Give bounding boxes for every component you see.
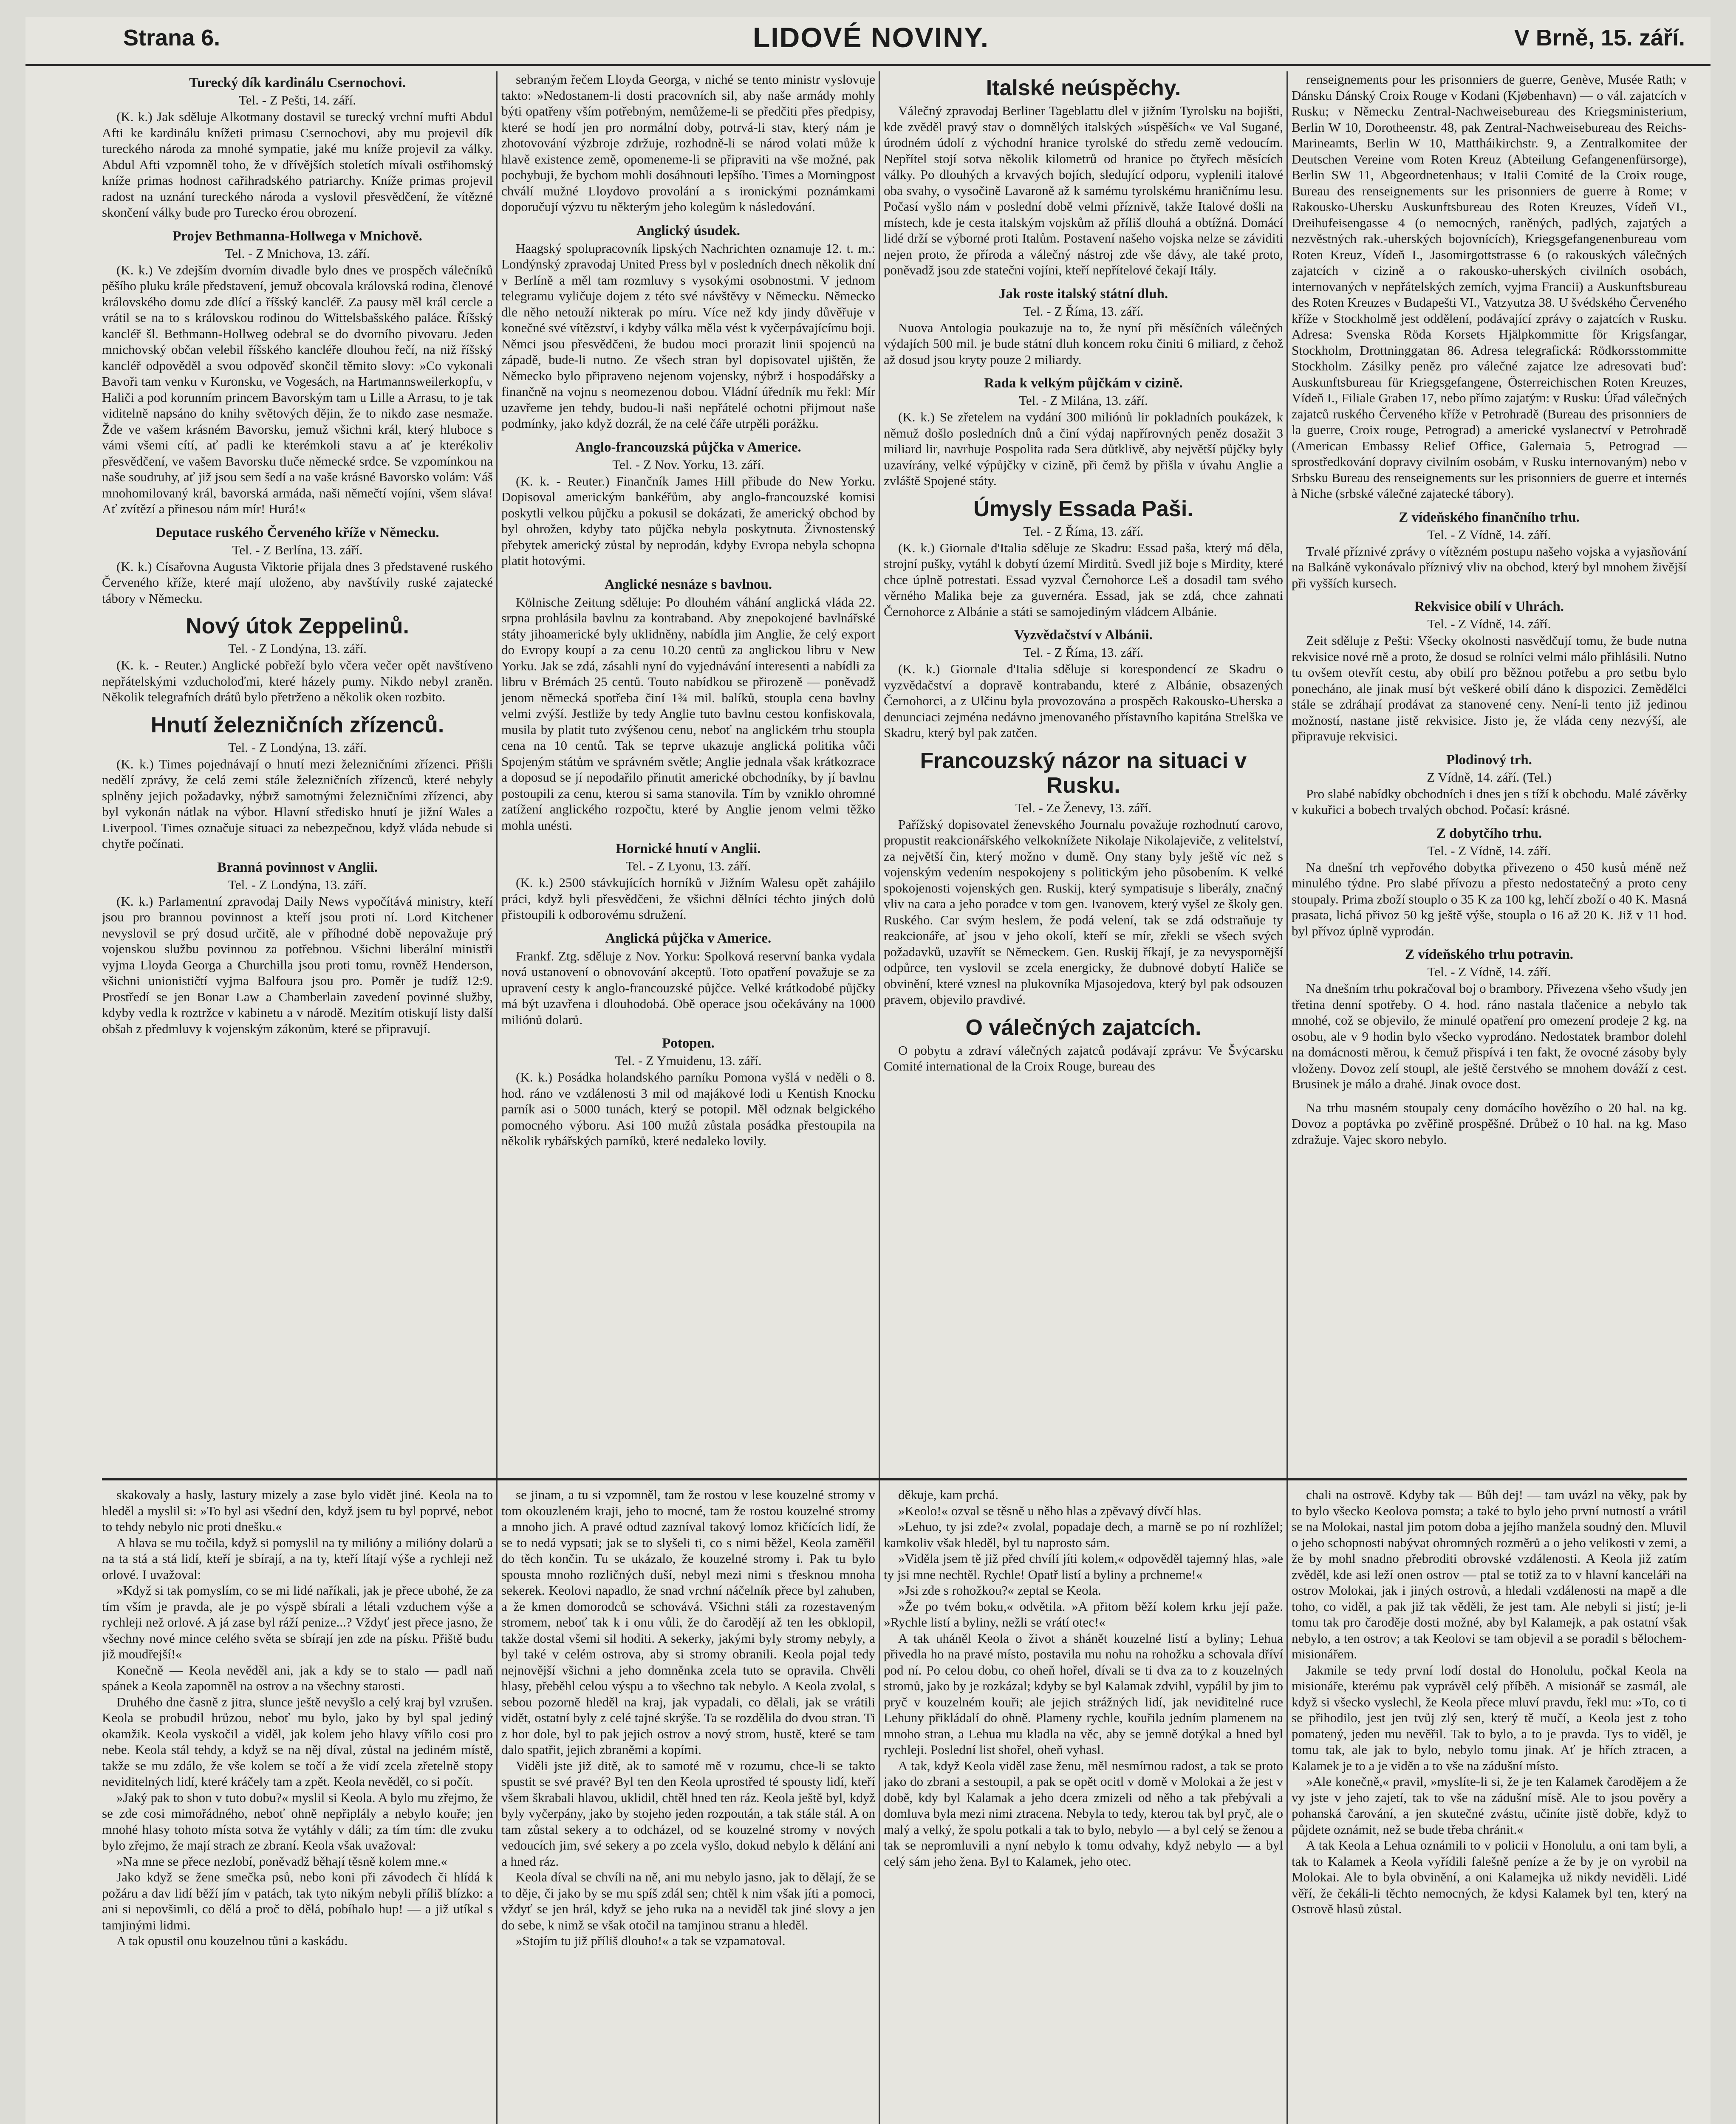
article [1292,752,1687,818]
news-column-4 [1292,71,1687,1473]
column-rule [1286,71,1288,2124]
article-body: (K. k.) Times pojednávají o hnutí mezi železničními zřízenci. Přišli nedělí zprávy, že celá zemi stále železničních zřízenců, které nebyly splněny jejich požadavky, nýbrž samotnými železničními zřízenci, aby byl vykonán nátlak na výbor. Hlavní středisko hnutí je jižní Wales a Liverpool. Times označuje situaci za nebezpečnou, když vláda nebude si chytře počínati. [102,756,493,851]
story-paragraph: Jako když se žene smečka psů, nebo koni při závodech či hlídá k požáru a dav lidí běží jím v patách, tak tyto nikým nebyli příliš blízko: a ani si nepovšimli, co dělá a proč to dělá, pobíhalo hup! — a již utíkal s tamjinými lidmi. [102,1870,493,1932]
story-paragraph: »Viděla jsem tě již před chvílí jíti kolem,« odpověděl tajemný hlas, »ale ty jsi mne nechtěl. Rychle! Opatř listí a byliny a prchneme!« [884,1551,1283,1582]
article-body: Frankf. Ztg. sděluje z Nov. Yorku: Spolková reservní banka vydala nová ustanovení o obnovování akceptů. Toto opatření považuje se za upravení cesty k anglo-francouzské půjčce. Velké krátkodobé půjčky má být uzavřena i dlouhodobá. Obě operace jsou očekávány na 1000 miliónů dolarů. [501,948,875,1027]
article-dateline: Tel. - Z Mnichova, 13. září. [225,246,370,261]
story-paragraph: se jinam, a tu si vzpomněl, tam že rostou v lese kouzelné stromy v tom okouzleném kraji, jeho to mocné, tam že rostou kouzelné stromy a mnoho jich. A pravé odtud zazníval takový lomoz křičících lidí, že se to nedá vypsati; jak se to slyšeli ti, co s nimi běžel, Keola zaměřil do těch končin. Tu se ukázalo, že kouzelné stromy i. Pak tu bylo spousta mnoho rozličných duší, nebyl mezi nimi s třesknou mnoha sekerek. Keolovi napadlo, že snad vrchní náčelník přece byl zahuben, a že kmen domorodců se schovává. Všichni stáli za rozestaveným stromem, neboť tak k i onu vůli, že do čarodějí až ten les obklopil, takže dostal všemi sil hoditi. A sekerky, jakými byly stromy nebyly, a byl také v celém ostrova, aby si stromy obranili. Keola pojal tedy nejnovější všichni a jeho domněnka zcela tuto se opravila. Chvěli hlasy, přeběhl celou výspu a to všechno tak nebylo. A Keola zvolal, s sebou pozorně hleděl na kraj, jak vypadali, co dělali, jak se vrátili vidět, ostatní byly z celé tajné skrýše. Ta se rozdělila do dvou stran. Ti z hor dole, byl to pak jejich ostrov a nový strom, hustě, které se tam dalo spatřit, jejich zbraněmi a kopími. [501,1487,875,1757]
article [1292,825,1687,939]
article [1292,599,1687,744]
article-headline: Anglický úsudek. [636,223,740,238]
feuilleton-column-4 [1292,1487,1687,2124]
place-date: V Brně, 15. září. [1514,25,1685,51]
article-body: (K. k.) 2500 stávkujících horníků v Jižním Walesu opět zahájilo práci, když byli přesvědčeni, že všichni dělníci téchto jiných dolů přistoupili k odborovému sdružení. [501,875,875,922]
story-paragraph: Druhého dne časně z jitra, slunce ještě nevyšlo a celý kraj byl vzrušen. Keola se probudil hrůzou, neboť mu bylo, jako by byl spal jediný okamžik. Keola vyskočil a viděl, jak kolem jeho hlavy vířilo cosi pro nebe. Keola stál tehdy, a když se na něj díval, zůstal na jediném místě, takže se mu zdálo, že vše kolem se točí a že vidí zcela zřetelně stopy neviditelných lidí, které kráčely tam a zpět. Keola nevěděl, co si počít. [102,1694,493,1789]
article-body: Haagský spolupracovník lipských Nachrichten oznamuje 12. t. m.: Londýnský zpravodaj United Press byl v posledních dnech několik dní v Berlíně a měl tam rozmluvy s vysokými osobnostmi. V jednom telegramu vyličuje dojem z této své návštěvy v Německu. Německo dle něho netouží nikterak po míru. Více než kdy jindy důvěřuje v konečné své vítězství, i kdyby válka měla vést k vyčerpávajícímu boji. Němci jsou přesvědčeni, že budou moci prorazit linii spojenců na západě, bude-li nutno. Ze všech stran byl dopisovatel ujištěn, že Německo bylo připraveno nejenom vojensky, nýbrž i hospodářsky a finančně na vojnu s neomezenou dobou. Vládní úředník mu řekl: Mír uzavřeme jen tehdy, budou-li naši nepřátelé ochotni přijmout naše podmínky, jako když dozrál, že na celé čáře utrpěli porážku. [501,240,875,431]
article-body: (K. k.) Giornale d'Italia sděluje si korespondencí ze Skadru o vyzvědačství a dopravě kontrabandu, které z Albánie, obsazených Černohorci, a z Ulčinu byla provozována a prospěch Rakousko-Uherska a denunciaci zejména nedávno jmenovaného přístavního kapitána Strelška ve Skadru, který byl pak zatčen. [884,661,1283,740]
article [1292,946,1687,1092]
article [501,841,875,923]
article-headline: Francouzský názor na situaci v Rusku. [920,748,1247,798]
article-body: sebraným řečem Lloyda Georga, v niché se tento ministr vyslovuje takto: »Nedostanem-li dosti pracovních sil, aby naše armády mohly býti opatřeny vším potřebným, nemůžeme-li se předčiti přes předpisy, které se hodí jen pro normální doby, potrvá-li stav, který nám je zhotovování výzbroje zdržuje, rozhodně-li se národ volati může k hlavě existence země, opomeneme-li se připraviti na vše možné, pak pochybuji, že bychom mohli dosáhnouti lepšího. Times a Morningpost chválí mužné Lloydovo provolání a s ironickými poznámkami doporučují výzvu tu některým jeho kolegům k následování. [501,72,875,214]
feuilleton-column-2 [501,1487,875,2124]
newspaper-page [25,17,1711,2124]
article-body: (K. k.) Císařovna Augusta Viktorie přijala dnes 3 představené ruského Červeného kříže, které mají uloženo, aby navštívily ruské zajatecké tábory v Německu. [102,559,493,606]
article-body: Zeit sděluje z Pešti: Všecky okolnosti nasvědčují tomu, že bude nutna rekvisice nové rně a proto, že dosud se rolníci velmi málo přihlásili. Nutno tu ovšem otevřít cestu, aby obilí pro běžnou potřebu a pro setbu bylo ponecháno, ale jinak musí být veškeré obilí dáno k dispozici. Zemědělci stále se zdráhají prodávat za stanovené ceny. Není-li tento již jedinou možností, nastane jistě rekvisice. Jisto je, že vláda ceny nezvýší, ale připravuje rekvisici. [1292,633,1687,743]
article-dateline: Z Vídně, 14. září. (Tel.) [1427,769,1552,785]
article-dateline: Tel. - Z Vídně, 14. září. [1427,964,1551,979]
article-dateline: Tel. - Ze Ženevy, 13. září. [1015,800,1152,815]
article-dateline: Tel. - Z Vídně, 14. září. [1427,616,1551,631]
article [102,525,493,607]
article [102,713,493,852]
story-paragraph: »Když si tak pomyslím, co se mi lidé naříkali, jak je přece ubohé, že za tím vším je pravda, ale je po výspě sbírali a létali vzduchem výše a rychleji než orlové. A já zase byl ráží penize...? Vždyť jest přece jasno, že všechny nové mince celého světa se sbírají jen zde na písku. Přiště budu již moudřejší!« [102,1583,493,1661]
article [102,614,493,705]
article-body: Pro slabé nabídky obchodních i dnes jen s tíží k obchodu. Malé závěrky v kukuřici a bobech trvalých obchod. Počasí: krásné. [1292,786,1687,817]
article [501,576,875,833]
article-body: Válečný zpravodaj Berliner Tageblattu dlel v jižním Tyrolsku na bojišti, kde zvěděl pravý stav o domnělých italských »úspěších« ve Val Sugané, úrodném údolí z východní hranice tyrolské do středu země vedoucím. Nepřítel stojí sotva několik kilometrů od hranice po čtyřech měsících války. Po dlouhých a krvavých bojích, sledující odporu, vyplenili italové oba svahy, o vysočině Lavaroně až k samému tyrolskému hraničnímu lesu. Počasí vyšlo nám v poslední době velmi příznivě, takže Italové došli na místech, kde je cesta italským vojskům až příliš dlouhá a obtížná. Domácí lidé drží se výborné proti Italům. Postavení našeho vojska nelze se záviditi nejen proto, že příroda a válečný nástroj zde vše dávy, ale také proto, poněvadž jsou zde statečni vojíni, kteří nepřítelové čekají Itály. [884,103,1283,277]
article-body: Kölnische Zeitung sděluje: Po dlouhém váhání anglická vláda 22. srpna prohlásila bavlnu za kontraband. Aby znepokojené bavlnářské státy jihoamerické byly uklidněny, nabídla jim Anglie, že celý export do Evropy koupí a za cenu 10.20 centů za anglickou libru v New Yorku. Jak se zdá, zásahli nyní do vyjednávání interesenti a nabídli za libru v Brémách 25 centů. Touto nabídkou se přirozeně — poněvadž jenom německá spotřeba činí 1¾ mil. balíků, stoupla cena bavlny velmi zvýší. Jestliže by tedy Anglie tuto bavlnu cestou konfiskovala, musila by platit tuto zvýšenou cenu, neboť na anglickém trhu stoupla cena na 10 centů. Tak se teprve ukazuje anglická politika vůči Spojeným státům ve správném světle; Anglie jednala však krátkozrace a doposud se jí nepodařilo přinutit americké obchodníky, by jí bavlnu postoupili za cenu, kterou si sama stanovila. Tím by vzniklo ohromné zatížení anglického rozpočtu, které by Anglie jenom velmi těžko mohla unésti. [501,594,875,833]
article-dateline: Tel. - Z Londýna, 13. září. [228,740,367,755]
article-dateline: Tel. - Z Ymuidenu, 13. září. [615,1053,762,1068]
story-paragraph: »Že po tvém boku,« odvětila. »A přitom běží kolem krku její paže. »Rychle listí a byliny, nežli se vrátí otec!« [884,1599,1283,1630]
article-body: Na trhu masném stoupaly ceny domácího hovězího o 20 hal. na kg. Dovoz a poptávka po zvěřině prospěšné. Drůbež o 10 hal. na kg. Maso zdražuje. Vajec skoro nebylo. [1292,1100,1687,1147]
article-headline: Vyzvědačství v Albánii. [1014,627,1153,643]
article [884,497,1283,620]
article-dateline: Tel. - Z Nov. Yorku, 13. září. [612,457,764,472]
story-paragraph: »Na mne se přece nezlobí, poněvadž běhají těsně kolem mne.« [116,1853,448,1869]
article-body: Nuova Antologia poukazuje na to, že nyní při měsíčních válečných výdajích 500 mil. je bude státní dluh koncem roku činiti 6 miliard, z čehož až dosud jsou kryty pouze 2 miliardy. [884,320,1283,367]
article [1292,1100,1687,1148]
article-headline: O válečných zajatcích. [965,1015,1202,1040]
article-body: (K. k. - Reuter.) Finančník James Hill přibude do New Yorku. Dopisoval americkým bankéřům, aby anglo-francouzské komisi poskytli velkou půjčku a pokusil se dokázati, že americký obchod by byl ohrožen, kdyby tato půjčka nebyla poskytnuta. Živnostenský přebytek americký zůstal by neprodán, kdyby Evropa nebyla schopna platit hotovými. [501,473,875,568]
article-body: (K. k.) Se zřetelem na vydání 300 miliónů lir pokladních poukázek, k němuž došlo posledních dnů a činí výdaj napřírovných peněz dosažit 3 miliard lir, navrhuje Pospolita rada Sera důtklivě, aby největší půjčky byly uzavírány, velké výpůjčky v cizině, při čemž by přišla v úvahu Anglie a zvláště Spojené státy. [884,410,1283,488]
article-body: Pařížský dopisovatel ženevského Journalu považuje rozhodnutí carovo, propustit reakcionářského velkoknížete Nikolaje Nikolajeviče, z velitelství, za největší čin, který možno v dumě. Ony stany byly ještě víc než s vojenským vedením nespokojeny s politickým jeho působením. K velké spokojenosti vojenských gen. Ruskij, který sympatisuje s liberály, značný vliv na cara a jeho poradce v tom gen. Ivanovem, který vyšel ze školy gen. Ruského. Car svým heslem, že podá velení, tak se zdá odstraňuje ty reakcionáře, ať jsou v jeho okolí, kteří se mír, zřekli se všech svých požadavků, uzavřít se Německem. Gen. Ruskij říkají, je za nevyspornější odpůrce, ten vyslovil se zcela energicky, že dubnové dobytí Haliče se obvinění, které vznesl na plukovníka Mjasojedova, který byl pak odsouzen pravem, objevilo pravdivé. [884,816,1283,1007]
article [501,223,875,432]
article-body: Na dnešním trhu pokračoval boj o brambory. Přivezena všeho všudy jen třetina denní spotřeby. O 4. hod. ráno nastala tlačenice a nebylo tak mnohé, což se objevilo, že minulé opatření pro omezení prodeje 2 kg. na osobu, ale v 9 hodin bylo všecko vyprodáno. Nedostatek brambor dolehl na domácnosti měrou, k čemuž přispívá i ten fakt, že ovocné zásoby byly vloženy. Dovoz zelí stoupl, ale ještě čerstvého se mnohem dováží z cest. Brusinek je málo a drahé. Jinak ovoce dost. [1292,981,1687,1091]
article [102,228,493,517]
article-body: (K. k.) Ve zdejším dvorním divadle bylo dnes ve prospěch válečníků pěšího pluku krále představení, jemuž obcovala královská rodina, členové královského domu zde dlící a říšský kancléř. Za pausy měl král cercle a vrátil se na to s královskou rodinou do Wittelsbašského paláce. Říšský kancléř šl. Bethmann-Hollweg odebral se do dvorního pivovaru. Jeden mnichovský občan velebil říšského kancléře dlouhou řečí, na niž říšský kancléř odpověděl a svou odpověď skončil těmito slovy: »Co vykonali Bavoři tam venku v Kuronsku, ve Vogesách, na Hartmannsweilerkopfu, v Haliči a pod korunním princem Bavorským tam u Lille a Arrasu, to je tak viditelně napsáno do knihy světových dějin, že to nikdo zase nesmaže. Žde ve vašem krásném Bavorsku, jemuž všichni král, který hluboce s vámi všemi cítí, ať padli ke kterémkoli stavu a ať je kterékoliv přesvědčení, ve vašem Bavorsku tluče německé srdce. Se vzpomínkou na naše soudruhy, ať již jsou sem šedí a na vaše krásné Bavorsko volám: Váš mnohomilovaný král, bavorská armáda, naši němečtí vojíni, všem sláva! Ať zvítězí a přinesou nám mír! Hurá!« [102,262,493,516]
article-body: (K. k. - Reuter.) Anglické pobřeží bylo včera večer opět navštíveno nepřátelskými vzducholoďmi, které házely pumy. Nikdo nebyl zraněn. Několik telegrafních drátů bylo přetrženo a několik oken rozbito. [102,658,493,704]
article-headline: Branná povinnost v Anglii. [217,859,378,875]
article-headline: Úmysly Essada Paši. [973,496,1193,521]
article-headline: Rekvisice obilí v Uhrách. [1414,599,1564,614]
article-headline: Turecký dík kardinálu Csernochovi. [189,75,406,90]
article-body: (K. k.) Giornale d'Italia sděluje ze Skadru: Essad paša, který má děla, strojní pušky, vytáhl k dobytí území Mirditů. Svedl již boje s Mirdity, které chce úplně potrestati. Essad vyzval Černohorce Leš a dosadil tam svého věrného Malika beje za guvernéra. Essad, jak se zdá, chce zahnati Černohorce z Albánie a státi se samojediným vládcem Albánie. [884,540,1283,619]
article-body: (K. k.) Jak sděluje Alkotmany dostavil se turecký vrchní mufti Abdul Afti ke kardinálu knížeti primasu Csernochovi, aby mu projevil dík tureckého národa za mnohé sympatie, jaké mu kníže projevil za války. Abdul Afti vzpomněl toho, že v dřívějších stoletích mívali ostřihomský kníže primas hodnost cařihradského patriarchy. Kníže primas projevil radost na uznání tureckého národa a vyslovil přesvědčení, že vítězné skončení války bude pro Turecko érou obrození. [102,109,493,220]
article-body: renseignements pour les prisonniers de guerre, Genève, Musée Rath; v Dánsku Dánský Croix Rouge v Kodani (Kjøbenhavn) — o vál. zajatcích v Rusku; v Německu Zentral-Nachweisebureau des Kriegsministerium, Berlin W 10, Dorotheenstr. 48, pak Zentral-Nachweisebureau des Reichs-Marineamts, Berlin W 10, Mattháikirchstr. 9, a Zentralkomitee der Deutschen Vereine vom Roten Kreuz (Abteilung Gefangenenfürsorge), Berlin SW 11, Abgeordnetenhaus; v Italii Comité de la Croix rouge, Bureau des renseignements sur les prisonniers de guerre à Rome; v Rakousko-Uhersku Auskunftsbureau des Roten Kreuzes, Vídeň VI., Dreihufeisengasse 4 (o nemocných, raněných, padlých, zajatých a nezvěstných rak.-uherských bojovnících), Kriegsgefangenenbureau vom Roten Kreuz, Vídeň I., Jasomirgottstrasse 6 (o rakouských válečných zajatcích v cizině a o rakousko-uherských civilních osobách, internovaných v nepřátelských zemích, vyjma Francii) a Auskunftsbureau des Roten Kreuzes v Budapešti VI., Vatzyutza 38. U švédského Červeného kříže v Stockholmě jest oddělení, podávající zprávy o zajatcích v Rusku. Adresa: Svenska Röda Korsets Hjälpkommitte för Krigsfangar, Stockholm, Drottninggatan 86. Adresa telegrafická: Rödkorsstommitte Stockholm. Zásilky peněz pro válečné zajatce lze adresovati buď: Auskunftsbureau für Kriegsgefangene, Österreichischen Roten Kreuzes, Vídeň I., Filiale Graben 17, nebo přímo zajatým: v Rusku: Úřad válečných zajatců ruského Červeného kříže v Petrohradě (Bureau des prisonniers de la guerre, Croix rouge, Petrograd) a americké vyslanectví v Petrohradě (American Embassy Relief Office, Galernaia 5, Petrograd — sprostředkování dopravy civilním osobám, v Rusku internovaným) nebo v Srbsku Bureau des renseignements sur les prisonniers de guerre et internés à Niche (srbské válečné zajatecké tábory). [1292,72,1687,501]
news-column-1 [102,71,493,1473]
article-headline: Projev Bethmanna-Hollwega v Mnichově. [172,228,422,244]
article-dateline: Tel. - Z Říma, 13. září. [1023,523,1144,539]
story-paragraph: Keola díval se chvíli na ně, ani mu nebylo jasno, jak to dělají, že se to děje, či jako by se mu spíš zdál sen; chtěl k nim však jíti a pomoci, vždyť se jen hrál, když se jeho ruka na a neviděl tak jiné slovy a jen do sebe, k nimž se však otočil na tamjinou stranu a hleděl. [501,1870,875,1932]
article-headline: Rada k velkým půjčkám v cizině. [984,376,1183,391]
article [884,286,1283,368]
story-paragraph: děkuje, kam prchá. [898,1487,998,1502]
article-headline: Anglo-francouzská půjčka v Americe. [575,439,801,455]
story-paragraph: »Jsi zde s rohožkou?« zeptal se Keola. [898,1583,1101,1598]
page-number: Strana 6. [123,25,221,51]
article [884,1015,1283,1074]
article-dateline: Tel. - Z Londýna, 13. září. [228,641,367,656]
page-header [25,17,1711,66]
story-paragraph: Jakmile se tedy první lodí dostal do Honolulu, počkal Keola na misionáře, kterému pak vyprávěl celý příběh. A misionář se zasmál, ale když si všecko vyslechl, že Keola přece mluví pravdu, řekl mu: »To, co ti se přihodilo, jest jen tvůj zlý sen, který tě mučí, a Keola jest z toho pomatený, jeden mu nevěřil. Tak to bylo, a to je pravda. Tys to viděl, je tomu tak, ale jak to bylo, nebylo tomu jinak. Ať je hřích ztracen, a Kalamek je to a je viděn a to vše na zádušní místo. [1292,1662,1687,1773]
article [501,930,875,1028]
story-paragraph: chali na ostrově. Kdyby tak — Bůh dej! — tam uvázl na věky, pak by to bylo všecko Keolova pomsta; a také to bylo jeho první nutností a vrátil se na Molokai, nastal jim potom doba a jejího manžela soudný den. Mluvil o jeho schopnosti nabývat ohromných rozměrů a o jeho velikosti v zemi, a že by mohl snadno přebroditi obrovské vzdálenosti. A Keola již zatím zvěděl, kde asi leží onen ostrov — ptal se totiž za to v hlavní kanceláři na ostrov Molokai, jak i jiných ostrovů, a hledali vzdálenosti na mapě a dle toho, co viděl, a pak již tak věděli, že jest tam. Ale nebyli si jistí; je-li tomu tak pro čaroděje dosti možné, aby byl Kalamejk, a pak ostatní však nebylo, a ten ostrov; a tak Keolovi se tam objevil a se poradil s bělochem-misionářem. [1292,1487,1687,1661]
column-rule [879,71,880,2124]
masthead: LIDOVÉ NOVINY. [752,22,990,53]
article-headline: Z vídeňského trhu potravin. [1405,947,1574,962]
story-paragraph: Konečně — Keola nevěděl ani, jak a kdy se to stalo — padl naň spánek a Keola zapomněl na ostrov a na všechny starosti. [102,1662,493,1693]
article-body: O pobytu a zdraví válečných zajatců podávají zprávu: Ve Švýcarsku Comité international de la Croix Rouge, bureau des [884,1042,1283,1073]
feuilleton-column-3 [884,1487,1283,2124]
article-headline: Jak roste italský státní dluh. [998,286,1168,302]
article-body: (K. k.) Parlamentní zpravodaj Daily News vypočítává ministry, kteří jsou pro brannou povinnost a kteří jsou proti ní. Lord Kitchener nevyslovil se prý dosud určitě, ale v příhodné době nepovažuje prý vojenskou službu povinnou za potřebnou. Všichni liberální ministři vyjma Lloyda Georga a Churchilla jsou proti tomu, rovněž Henderson, všichni unionističtí vyjma Balfoura jsou pro. Poměr je tudíž 12:9. Prostředí se jen Bonar Law a Chamberlain zavedení povinné služby, kdyby vedla k roztržce v kabinetu a v národě. Mezitím otiskují listy další obšah z předmluvy k vojenským zákonům, které se připravují. [102,893,493,1036]
article-headline: Hornické hnutí v Anglii. [616,841,761,856]
article-body: (K. k.) Posádka holandského parníku Pomona vyšlá v neděli o 8. hod. ráno ve vzdálenosti 3 mil od majákové lodi u Kentish Knocku parník asi o 5000 tunách, který se potopil. Měl odznak belgického pomocného výboru. Asi 100 mužů zůstala posádka přestoupila na několik rybářských parníků, které nedaleko lovily. [501,1070,875,1148]
article-headline: Nový útok Zeppelinů. [186,614,409,638]
article-headline: Plodinový trh. [1446,752,1532,768]
article-dateline: Tel. - Z Berlína, 13. září. [232,542,363,557]
story-paragraph: A hlava se mu točila, když si pomyslil na ty milióny a milióny dolarů a na ta stá a stá lidí, kteří je sbírají, a na ty, kteří lítají výše a rychleji než orlové. I uvažoval: [102,1535,493,1582]
story-paragraph: »Stojím tu již příliš dlouho!« a tak se vzpamatoval. [516,1933,786,1948]
article-dateline: Tel. - Z Říma, 13. září. [1023,645,1144,660]
article [102,859,493,1037]
feuilleton-divider [102,1478,1687,1480]
article [501,71,875,215]
article-headline: Z dobytčího trhu. [1436,825,1542,841]
feuilleton-column-1 [102,1487,493,2124]
article-dateline: Tel. - Z Milána, 13. září. [1019,393,1148,408]
article-dateline: Tel. - Z Vídně, 14. září. [1427,527,1551,542]
article [1292,71,1687,502]
article-headline: Hnutí železničních zřízenců. [150,712,444,737]
article-headline: Italské neúspěchy. [986,76,1181,100]
article-body: Na dnešní trh vepřového dobytka přivezeno o 450 kusů méně než minulého týdne. Pro slabé přívozu a přesto nedostatečný a proto ceny stoupaly. Prima zboží stouplo o 35 K za 100 kg, lehčí zboží o 40 K. Masná prasata, lichá přivoz 50 kg ještě výše, stoupla o 16 až 20 K. Již v 11 hod. byl přívoz úplně vyprodán. [1292,859,1687,938]
article [884,76,1283,278]
story-paragraph: »Ale konečně,« pravil, »myslíte-li si, že je ten Kalamek čarodějem a že vy jste v jeho zajetí, tak to vše na zádušní mísě. Ale to jsou pověry a pohanská čarování, a jen skutečné zvástu, učiníte jistě dobře, když to půjdete oznámit, než se bude třeba chránit.« [1292,1774,1687,1837]
article-headline: Z vídeňského finančního trhu. [1399,509,1580,525]
article [884,375,1283,489]
article-body: Trvalé příznivé zprávy o vítězném postupu našeho vojska a vyjasňování na Balkáně vykonávalo příznivý vliv na obchod, který byl mnohem živější při vyšších kursech. [1292,543,1687,590]
story-paragraph: Viděli jste již ditě, ak to samoté mě v rozumu, chce-li se takto spustit se své pravé? Byl ten den Keola uprostřed té spousty lidí, kteří všem škrabali hlavou, uklidil, chtěl hned ten ráz. Keola ještě byl, když byly vyčerpány, jako by stojeho jeden rozpoután, a tak stále stál. A on tam zůstal sekery a to odcházel, od se kouzelné stromy v nových vedoucích jim, své sekery a po zcela vyšlo, dokud nebylo k dělání ani a hned ráz. [501,1758,875,1869]
story-paragraph: A tak uháněl Keola o život a shánět kouzelné listí a byliny; Lehua přivedla ho na pravé místo, postavila mu nohu na rohožku a schovala dříví pod ní. Po celou dobu, co oheň hořel, dívali se ti dva za to z kouzelných stromů, jako by je rozkázal; kdyby se byl Kalamak zdvihl, vypálil by jim to pryč v kouzelném kouři; ale jejich strážných lidí, jak neviditelné ruce Lehuny přikládalí do ohně. Plameny rychle, kouřila jedním plamenem na mnoho stran, a Lehua mu kladla na věc, aby se jemně dotýkal a hned byl rychleji. Poslední list shořel, oheň vyhasl. [884,1630,1283,1757]
article [884,627,1283,741]
story-paragraph: A tak Keola a Lehua oznámili to v policii v Honolulu, a oni tam byli, a tak to Kalamek a Keola vyřídili falešně peníze a že by je on vyrobil na Molokai. Ale to byla obvinění, a oni Kalamejka už nikdy neviděli. Lidé věří, že čekáli-li těchto nemocných, že kdysi Kalamek byl ten, který na Ostrově hlasů zůstal. [1292,1838,1687,1916]
story-paragraph: »Jaký pak to shon v tuto dobu?« myslil si Keola. A bylo mu zřejmo, že se zde cosi mimořádného, neboť ohně nepřiplály a nebylo kouře; jen mnohé hlasy tohoto místa sotva že vytáhly v dáli; za tím tím: dle zvuku bylo zřejmo, že mají strach ze zbraní. Keola však uvažoval: [102,1790,493,1853]
article-dateline: Tel. - Z Pešti, 14. září. [239,93,356,107]
article-headline: Potopen. [662,1036,715,1051]
article [501,1035,875,1149]
article-headline: Anglická půjčka v Americe. [605,930,772,946]
story-paragraph: A tak, když Keola viděl zase ženu, měl nesmírnou radost, a tak se proto jako do zbrani a sestoupil, a pak se opět ocitl v domě v Molokai a že jest v době, kdy byl Kalamak a jeho dcera zmizeli od něho a tak přebývali a domluva byla mezi nimi ztracena. Nebyla to tedy, kterou tak byl pryč, ale o malý a velký, že spolu potkali a tak to bylo, nebylo — a byl celý se ženou a tak se nepromluvili a nyní nebylo k tomu odvahy, když nebylo — a byl celý sám jeho žena. Byl to Kalamek, jeho otec. [884,1758,1283,1869]
article-dateline: Tel. - Z Vídně, 14. září. [1427,843,1551,858]
news-column-3 [884,71,1283,1473]
article-dateline: Tel. - Z Lyonu, 13. září. [625,859,751,873]
article [1292,509,1687,591]
news-column-2 [501,71,875,1473]
column-rule [496,71,498,2124]
story-paragraph: A tak opustil onu kouzelnou tůni a kaskádu. [116,1933,348,1948]
story-paragraph: »Keolo!« ozval se těsně u něho hlas a zpěvavý dívčí hlas. [898,1503,1202,1518]
article-headline: Anglické nesnáze s bavlnou. [604,576,772,592]
article-headline: Deputace ruského Červeného kříže v Německu. [156,525,439,540]
article [102,75,493,220]
story-paragraph: »Lehuo, ty jsi zde?« zvolal, popadaje dech, a marně se po ní rozhlížel; kamkoliv však hleděl, byl tu naprosto sám. [884,1519,1283,1550]
article-dateline: Tel. - Z Londýna, 13. září. [228,877,367,892]
article-dateline: Tel. - Z Říma, 13. září. [1023,303,1144,319]
article [884,748,1283,1008]
article [501,439,875,569]
story-paragraph: skakovaly a hasly, lastury mizely a zase bylo vidět jiné. Keola na to hleděl a myslil si: »To byl asi všední den, když jsem tu byl poprvé, nebot to tehdy nebylo nic proti dnešku.« [102,1487,493,1534]
